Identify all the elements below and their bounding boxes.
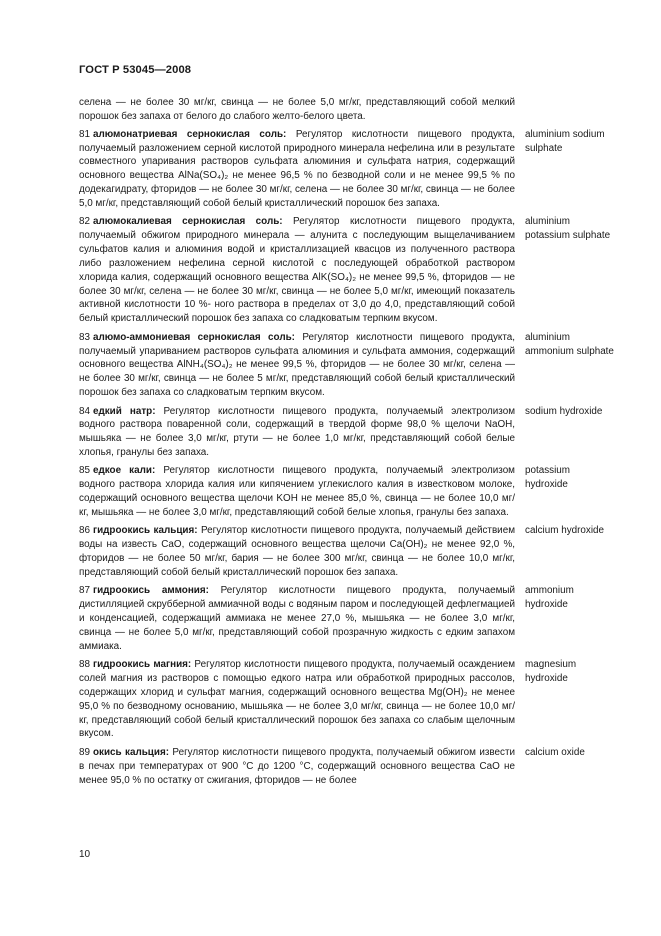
entry-number: 82 (79, 216, 90, 228)
entry-english-term: magnesium hydroxide (525, 659, 577, 685)
entry-term: алюмокалиевая сернокислая соль: (92, 216, 283, 228)
page-number: 10 (79, 849, 91, 860)
entry-number: 88 (79, 659, 90, 671)
entry-definition: Регулятор кислотности пищевого продукта, получаемый обжигом извести в печах при температурах от 900 °С до 1200 °С, содержащий основного вещества CaO не менее 95,0 % по остатку от сжигания, фторидов — не более (79, 746, 515, 786)
entry-body (79, 331, 515, 400)
term-entry-84 (79, 405, 619, 460)
page-content (79, 96, 619, 792)
entry-definition: Регулятор кислотности пищевого продукта, получаемый дистилляцией скрубберной аммиачной воды с водяным паром и последующей дефлегмацией и конденсацией, содержащий аммиака не менее 27,0 %, мышьяка — не более 3,0 мг/кг, свинца — не более 5,0 мг/кг, представляющий собой прозрачную жидкость с едким запахом аммиака. (79, 585, 515, 652)
entry-number: 81 (79, 128, 90, 140)
entry-definition: Регулятор кислотности пищевого продукта, получаемый электролизом водного раствора поваренной соли, содержащий в твердой форме 98,0 % щелочи NaOH, мышьяка — не более 3,0 мг/кг, ртути — не более 1,0 мг/кг, представляющий собой белые хлопья, гранулы без запаха. (79, 405, 515, 459)
entry-number: 86 (79, 525, 90, 537)
entry-number: 89 (79, 746, 90, 758)
entry-term: алюмонатриевая сернокислая соль: (92, 128, 287, 140)
entry-body (79, 658, 515, 741)
term-entry-86 (79, 524, 619, 579)
entry-definition: Регулятор кислотности пищевого продукта, получаемый разложением серной кислотой природного минерала нефелина или в результате совместного упаривания растворов сульфата алюминия и сульфата натрия, содержащий основного вещества AlNa(SO₄)₂ не менее 96,5 % по безводной соли и не менее 99,5 % по додекагидрату, фторидов — не более 30 мг/кг, селена — не более 30 мг/кг, свинца — не более 5,0 мг/кг, представляющий собой белый кристаллический порошок без запаха. (79, 128, 515, 209)
entry-term: едкое кали: (92, 465, 156, 477)
entry-definition: Регулятор кислотности пищевого продукта, получаемый действием воды на известь CaO, содержащий основного вещества щелочи Ca(OH)₂ не менее 92,0 %, фторидов — не более 50 мг/кг, бария — не более 300 мг/кг, свинца — не более 10,0 мг/кг, представляющий собой белый кристаллический порошок без запаха. (79, 525, 515, 578)
term-entry-81 (79, 128, 619, 211)
entry-body (79, 584, 515, 653)
entry-body (79, 464, 515, 519)
entry-term: окись кальция: (92, 746, 169, 758)
term-entry-88 (79, 658, 619, 741)
entry-english-term: calcium oxide (525, 746, 585, 758)
entry-term: гидроокись магния: (92, 659, 192, 671)
entry-term: едкий натр: (92, 405, 156, 417)
lead-paragraph: селена — не более 30 мг/кг, свинца — не более 5,0 мг/кг, представляющий собой мелкий порошок без запаха от белого до слабого желто-белого цвета. (79, 97, 515, 122)
entry-definition: Регулятор кислотности пищевого продукта, получаемый осаждением солей магния из растворов с помощью едкого натра или обработкой природных рассолов, содержащих хлорид и сульфат магния, содержащий основного вещества Mg(OH)₂ не менее 95,0 % по безводному основанию, мышьяка — не более 3,0 мг/кг, свинца — не более 10,0 мг/кг, представляющий собой белый кристаллический порошок без запаха со слабым щелочным вкусом. (79, 659, 516, 740)
entry-english-term: aluminium potassium sulphate (525, 216, 611, 242)
term-entry-89 (79, 746, 619, 788)
entry-body (79, 128, 515, 211)
entry-term: алюмо-аммониевая сернокислая соль: (92, 331, 295, 343)
entry-body (79, 215, 515, 326)
entry-english-term: sodium hydroxide (525, 405, 603, 417)
term-entry-87 (79, 584, 619, 653)
term-entry-82 (79, 215, 619, 326)
entry-english-term: potassium hydroxide (525, 465, 571, 491)
entry-definition: Регулятор кислотности пищевого продукта, получаемый упариванием растворов сульфата алюминия и сульфата аммония, содержащий основного вещества AlNH₄(SO₄)₂ не менее 99,5 %, фторидов — не более 30 мг/кг, селена — не более 30 мг/кг, свинца — не более 5 мг/кг, представляющий собой белый кристаллический порошок без запаха со сладковатым терпким вкусом. (79, 331, 515, 399)
entry-english-term: aluminium sodium sulphate (525, 128, 605, 154)
entry-body (79, 405, 515, 460)
entry-english-term: ammonium hydroxide (525, 585, 574, 611)
term-entry-85 (79, 464, 619, 519)
entry-definition: Регулятор кислотности пищевого продукта, получаемый электролизом водного раствора хлорида калия или кипячением углекислого калия в известковом молоке, содержащий основного вещества щелочи KOH не менее 85,0 %, свинца — не более 10,0 мг/кг, мышьяка — не более 3,0 мг/кг, представляющий собой белые хлопья, гранулы без запаха. (79, 465, 515, 518)
entry-body (79, 746, 515, 788)
term-entry-83 (79, 331, 619, 400)
entry-number: 85 (79, 465, 90, 477)
entry-number: 84 (79, 405, 90, 417)
entry-term: гидроокись аммония: (92, 585, 209, 597)
entry-english-term: aluminium ammonium sulphate (525, 331, 614, 357)
standard-header: ГОСТ Р 53045—2008 (79, 64, 192, 76)
entry-number: 87 (79, 585, 90, 597)
entry-number: 83 (79, 331, 90, 343)
entry-body (79, 524, 515, 579)
entry-term: гидроокись кальция: (92, 525, 198, 537)
entry-definition: Регулятор кислотности пищевого продукта, получаемый обжигом природного минерала — алунита с последующим выщелачиванием сульфатов калия и алюминия водой и кристаллизацией квасцов из полученного раствора либо разложением нефелина серной кислотой с последующей обработкой раствором хлорида калия, содержащий основного вещества AlK(SO₄)₂ не менее 99,5 %, фторидов — не более 30 мг/кг, селена — не более 30 мг/кг, свинца — не более 5,0 мг/кг, имеющий показатель активной кислотности 10 %- ного раствора в пределах от 3,0 до 4,0, представляющий собой белый кристаллический порошок без запаха со сладковатым терпким вкусом. (79, 216, 516, 325)
entry-english-term: calcium hydroxide (525, 525, 605, 537)
